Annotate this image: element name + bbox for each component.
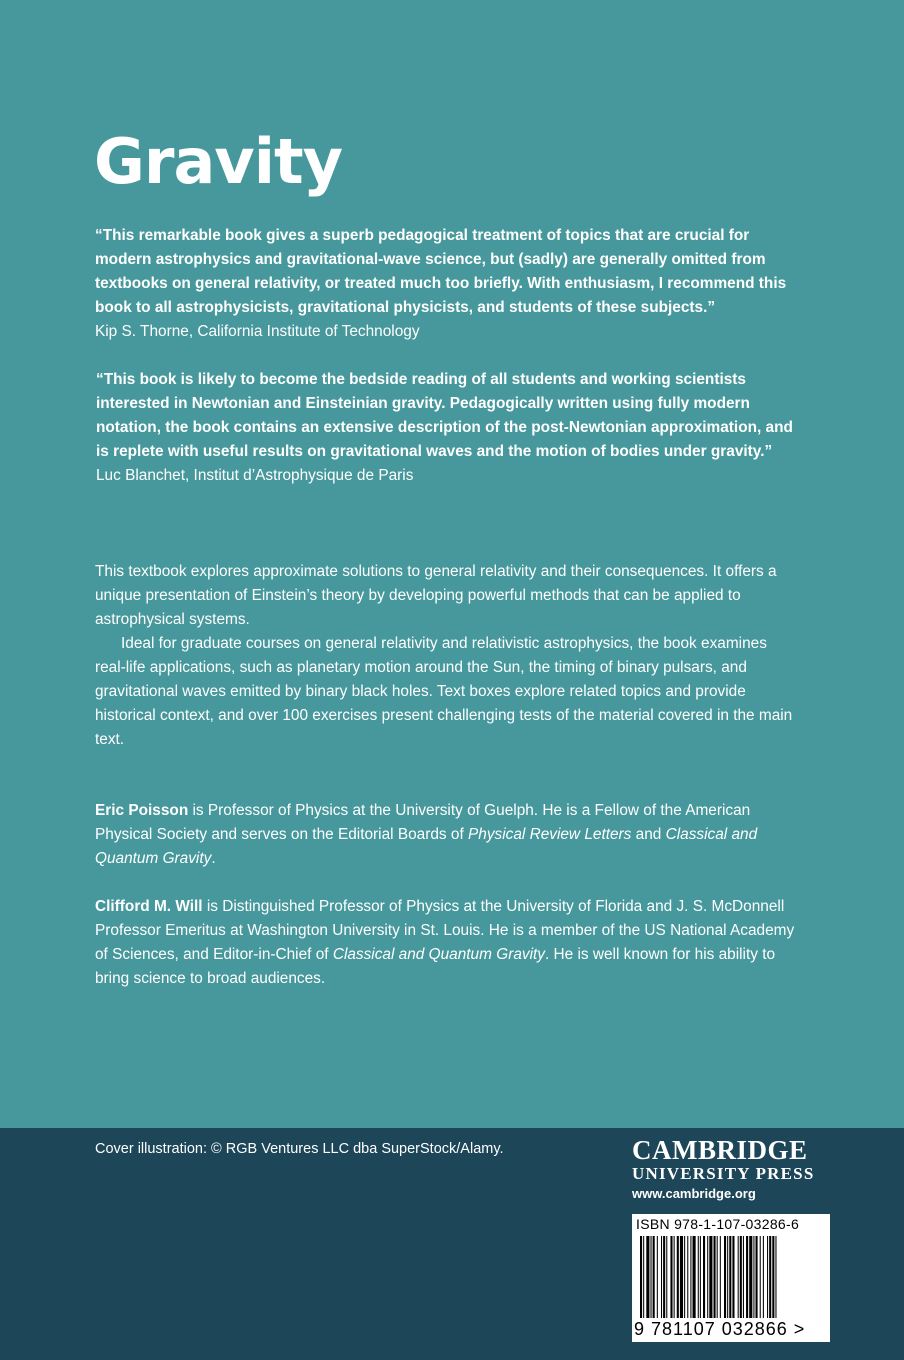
barcode-bar [769, 1236, 771, 1318]
publisher-url: www.cambridge.org [632, 1186, 756, 1201]
isbn-label: ISBN 978-1-107-03286-6 [636, 1216, 800, 1232]
barcode-bar [763, 1236, 764, 1318]
author-bio-will [95, 895, 795, 991]
journal-name: Classical and Quantum Gravity [95, 826, 758, 867]
barcode-bar [714, 1236, 716, 1318]
barcode-bar [743, 1236, 744, 1318]
barcode-bar [740, 1236, 742, 1318]
barcode-bar [720, 1236, 721, 1318]
barcode-bar [775, 1236, 776, 1318]
barcode-bar [687, 1236, 688, 1318]
barcode-bar [767, 1236, 768, 1318]
barcode-bar [698, 1236, 699, 1318]
publisher-logo [632, 1136, 832, 1204]
barcode-bar [746, 1236, 748, 1318]
quote-attribution: Kip S. Thorne, California Institute of Technology [95, 323, 420, 340]
isbn-barcode [632, 1214, 830, 1342]
barcode-bar [640, 1236, 642, 1318]
book-description [95, 560, 795, 752]
barcode-bar [749, 1236, 752, 1318]
endorsement-quote-1 [95, 224, 795, 344]
quote-text: “This remarkable book gives a superb pedagogical treatment of topics that are crucial for modern astrophysics and gravitational-wave science, but (sadly) are generally omitted from textbooks on general relativity, or treated much too briefly. With enthusiasm, I recommend this book to all astrophysicists, gravitational physicists, and students of these subjects.” [95, 227, 787, 316]
barcode-bar [707, 1236, 708, 1318]
journal-name: Classical and Quantum Gravity [332, 946, 545, 963]
bio-text: and [631, 826, 666, 843]
barcode-bar [653, 1236, 655, 1318]
barcode-bar [674, 1236, 675, 1318]
barcode-bar [772, 1236, 774, 1318]
barcode-bar [651, 1236, 652, 1318]
barcode-bar [729, 1236, 731, 1318]
bio-text: . He is well known for his ability to bring science to broad audiences. [95, 946, 776, 987]
publisher-subtitle: UNIVERSITY PRESS [632, 1164, 815, 1183]
barcode-bar [724, 1236, 726, 1318]
barcode-bar [756, 1236, 758, 1318]
cover-credit: Cover illustration: © RGB Ventures LLC dba SuperStock/Alamy. [95, 1141, 504, 1157]
barcode-bar [727, 1236, 728, 1318]
barcode-bar [753, 1236, 754, 1318]
barcode-bar [732, 1236, 734, 1318]
barcode-bar [657, 1236, 658, 1318]
author-name: Clifford M. Will [95, 898, 203, 915]
barcode-bar [690, 1236, 691, 1318]
barcode-bar [646, 1236, 649, 1318]
barcode-bar [643, 1236, 644, 1318]
bio-text: is Distinguished Professor of Physics at the University of Florida and J. S. McDonnell Professor Emeritus at Washington University in St. Louis. He is a member of the US National Academy of Sciences, and Editor-in-Chief of [95, 898, 795, 963]
barcode-bar [680, 1236, 683, 1318]
bio-text: is Professor of Physics at the University of Guelph. He is a Fellow of the American Physical Society and serves on the Editorial Boards of [95, 802, 751, 843]
endorsement-quote-2 [96, 368, 796, 488]
barcode-bar [700, 1236, 701, 1318]
barcode-bar [684, 1236, 685, 1318]
barcode-bar [693, 1236, 696, 1318]
barcode-bar [760, 1236, 761, 1318]
barcode-bar [703, 1236, 705, 1318]
description-paragraph: This textbook explores approximate solutions to general relativity and their consequences. It offers a unique presentation of Einstein’s theory by developing powerful methods that can be applied to astrophysical systems. [95, 563, 777, 628]
barcode-bar [666, 1236, 667, 1318]
bio-text: . [211, 850, 216, 867]
barcode-bar [663, 1236, 665, 1318]
barcode-bar [717, 1236, 718, 1318]
barcode-bar [670, 1236, 672, 1318]
description-paragraph: Ideal for graduate courses on general relativity and relativistic astrophysics, the book examines real-life applications, such as planetary motion around the Sun, the timing of binary pulsars, and gravitational waves emitted by binary black holes. Text boxes explore related topics and provide historical context, and over 100 exercises present challenging tests of the material covered in the main text. [95, 635, 793, 748]
quote-text: “This book is likely to become the bedside reading of all students and working scientists interested in Newtonian and Einsteinian gravity. Pedagogically written using fully modern notation, the book contains an extensive description of the post-Newtonian approximation, and is replete with useful results on gravitational waves and the motion of bodies under gravity.” [96, 371, 793, 460]
journal-name: Physical Review Letters [468, 826, 632, 843]
isbn-digits: 9 781107 032866 > [634, 1319, 806, 1339]
barcode-bar [738, 1236, 739, 1318]
publisher-name: CAMBRIDGE [632, 1135, 808, 1165]
author-bio-poisson [95, 799, 795, 871]
cover-footer-panel [0, 1128, 904, 1360]
barcode-bar [677, 1236, 679, 1318]
barcode-bars [636, 1236, 826, 1318]
quote-attribution: Luc Blanchet, Institut d’Astrophysique de Paris [96, 467, 414, 484]
barcode-bar [661, 1236, 662, 1318]
barcode-bar [709, 1236, 712, 1318]
book-title: Gravity [94, 125, 343, 198]
author-name: Eric Poisson [95, 802, 189, 819]
